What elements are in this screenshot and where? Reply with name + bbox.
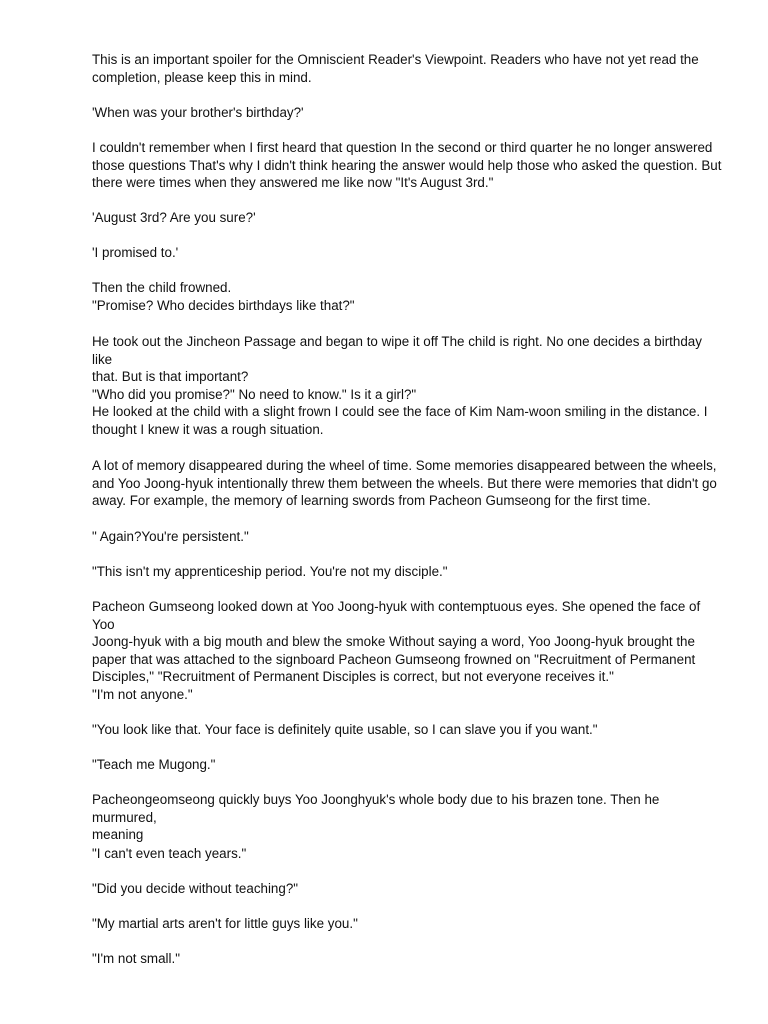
paragraph-not-anyone: "I'm not anyone." [92,687,193,702]
paragraph-birthday-question: 'When was your brother's birthday?' [92,105,304,120]
paragraph-memory-wheel: A lot of memory disappeared during the wheel of time. Some memories disappeared between the wheels, and Yoo Joong-hyuk intentionally threw them between the wheels. But there were memories that didn't go away. For example, the memory of learning swords from Pacheon Gumseong for the first time. [92,458,717,508]
paragraph-child-frowned: Then the child frowned. "Promise? Who decides birthdays like that?" [92,280,355,313]
paragraph-remember: I couldn't remember when I first heard that question In the second or third quarter he no longer answered those questions That's why I didn't think hearing the answer would help those who asked the question. But there were times when they answered me like now "It's August 3rd." [92,140,722,190]
paragraph-spoiler-notice: This is an important spoiler for the Omniscient Reader's Viewpoint. Readers who have not yet read the completion, please keep this in mind. [92,52,699,85]
paragraph-teach-mugong: "Teach me Mugong." [92,757,216,772]
paragraph-decide-without-teaching: "Did you decide without teaching?" [92,881,299,896]
paragraph-slight-frown: He looked at the child with a slight frown I could see the face of Kim Nam-woon smiling in the distance. I thought I knew it was a rough situation. [92,404,708,437]
paragraph-promised: 'I promised to.' [92,245,179,260]
paragraph-jincheon-passage: He took out the Jincheon Passage and began to wipe it off The child is right. No one decides a birthday like that. But is that important? "Who did you promise?" No need to know." Is it a girl?" [92,334,702,402]
paragraph-not-small: "I'm not small." [92,951,180,966]
paragraph-brazen-tone: Pacheongeomseong quickly buys Yoo Joonghyuk's whole body due to his brazen tone. Then he murmured, meaning [92,792,660,842]
paragraph-august-sure: 'August 3rd? Are you sure?' [92,210,256,225]
paragraph-face-usable: "You look like that. Your face is definitely quite usable, so I can slave you if you want." [92,722,598,737]
paragraph-apprenticeship: "This isn't my apprenticeship period. You're not my disciple." [92,564,448,579]
paragraph-contemptuous-eyes: Pacheon Gumseong looked down at Yoo Joong-hyuk with contemptuous eyes. She opened the face of Yoo Joong-hyuk with a big mouth and blew the smoke Without saying a word, Yoo Joong-hyuk brought the paper that was attached to the signboard Pacheon Gumseong frowned on "Recruitment of Permanent Disciples," "Recruitment of Permanent Disciples is correct, but not everyone receives it." [92,599,701,684]
paragraph-persistent: " Again?You're persistent." [92,529,249,544]
paragraph-martial-arts: "My martial arts aren't for little guys like you." [92,916,358,931]
paragraph-teach-years: "I can't even teach years." [92,846,247,861]
